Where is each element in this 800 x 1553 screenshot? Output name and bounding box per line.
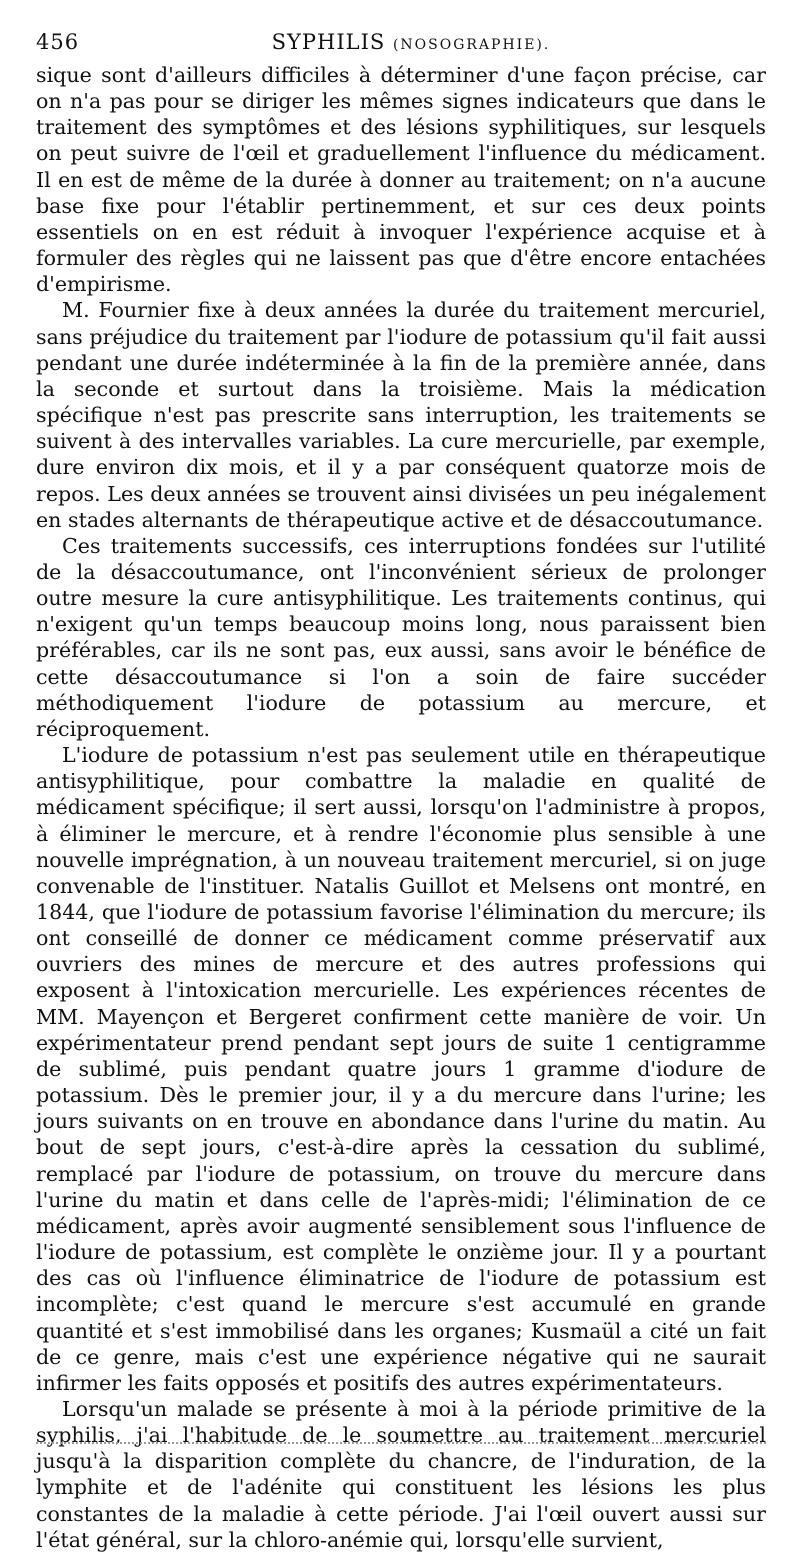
running-title-sub: (NOSOGRAPHIE).	[392, 37, 551, 53]
paragraph: Lorsqu'un malade se présente à moi à la période primitive de la syphilis, j'ai l'habitude de le soumettre au traitement mercuriel jusqu'à la disparition complète du chancre, de l'induration, de la lymphite et de l'adénite qui constituent les lésions les plus constantes de la maladie à cette période. J'ai l'œil ouvert aussi sur l'état général, sur la chloro-anémie qui, lorsqu'elle survient,	[36, 1396, 766, 1552]
paragraph: M. Fournier fixe à deux années la durée du traitement mercuriel, sans préjudice du traitement par l'iodure de potassium qu'il fait aussi pendant une durée indéterminée à la fin de la première année, dans la seconde et surtout dans la troisième. Mais la médication spécifique n'est pas prescrite sans interruption, les traitements se suivent à des intervalles variables. La cure mercurielle, par exemple, dure environ dix mois, et il y a par conséquent quatorze mois de repos. Les deux années se trouvent ainsi divisées un peu inégalement en stades alternants de thérapeutique active et de désaccoutumance.	[36, 298, 766, 532]
footer-divider	[36, 1442, 766, 1444]
body-text	[36, 62, 766, 1553]
running-title-main: SYPHILIS	[271, 30, 386, 54]
page-number: 456	[36, 30, 80, 54]
paragraph: L'iodure de potassium n'est pas seulement utile en thérapeutique antisyphilitique, pour combattre la maladie en qualité de médicament spécifique; il sert aussi, lorsqu'on l'administre à propos, à éliminer le mercure, et à rendre l'économie plus sensible à une nouvelle imprégnation, à un nouveau traitement mercuriel, si on juge convenable de l'instituer. Natalis Guillot et Melsens ont montré, en 1844, que l'iodure de potassium favorise l'élimination du mercure; ils ont conseillé de donner ce médicament comme préservatif aux ouvriers des mines de mercure et des autres professions qui exposent à l'intoxication mercurielle. Les expériences récentes de MM. Mayençon et Bergeret confirment cette manière de voir. Un expérimentateur prend pendant sept jours de suite 1 centigramme de sublimé, puis pendant quatre jours 1 gramme d'iodure de potassium. Dès le premier jour, il y a du mercure dans l'urine; les jours suivants on en trouve en abondance dans l'urine du matin. Au bout de sept jours, c'est-à-dire après la cessation du sublimé, remplacé par l'iodure de potassium, on trouve du mercure dans l'urine du matin et dans celle de l'après-midi; l'élimination de ce médicament, après avoir augmenté sensiblement sous l'influence de l'iodure de potassium, est complète le onzième jour. Il y a pourtant des cas où l'influence éliminatrice de l'iodure de potassium est incomplète; c'est quand le mercure s'est accumulé en grande quantité et s'est immobilisé dans les organes; Kusmaül a cité un fait de ce genre, mais c'est une expérience négative qui ne saurait infirmer les faits opposés et positifs des autres expérimentateurs.	[36, 743, 766, 1395]
paragraph-continued: sique sont d'ailleurs difficiles à déterminer d'une façon précise, car on n'a pas pour se diriger les mêmes signes indicateurs que dans le traitement des symptômes et des lésions syphilitiques, sur lesquels on peut suivre de l'œil et graduellement l'influence du médicament. Il en est de même de la durée à donner au traitement; on n'a aucune base fixe pour l'établir pertinemment, et sur ces deux points essentiels on en est réduit à invoquer l'expérience acquise et à formuler des règles qui ne laissent pas que d'être encore entachées d'empirisme.	[36, 63, 766, 297]
paragraph: Ces traitements successifs, ces interruptions fondées sur l'utilité de la désaccoutumance, ont l'inconvénient sérieux de prolonger outre mesure la cure antisyphilitique. Les traitements continus, qui n'exigent qu'un temps beaucoup moins long, nous paraissent bien préférables, car ils ne sont pas, eux aussi, sans avoir le bénéfice de cette désaccoutumance si l'on a soin de faire succéder méthodiquement l'iodure de potassium au mercure, et réciproquement.	[36, 533, 766, 741]
running-header	[36, 26, 766, 62]
running-title	[36, 30, 766, 54]
